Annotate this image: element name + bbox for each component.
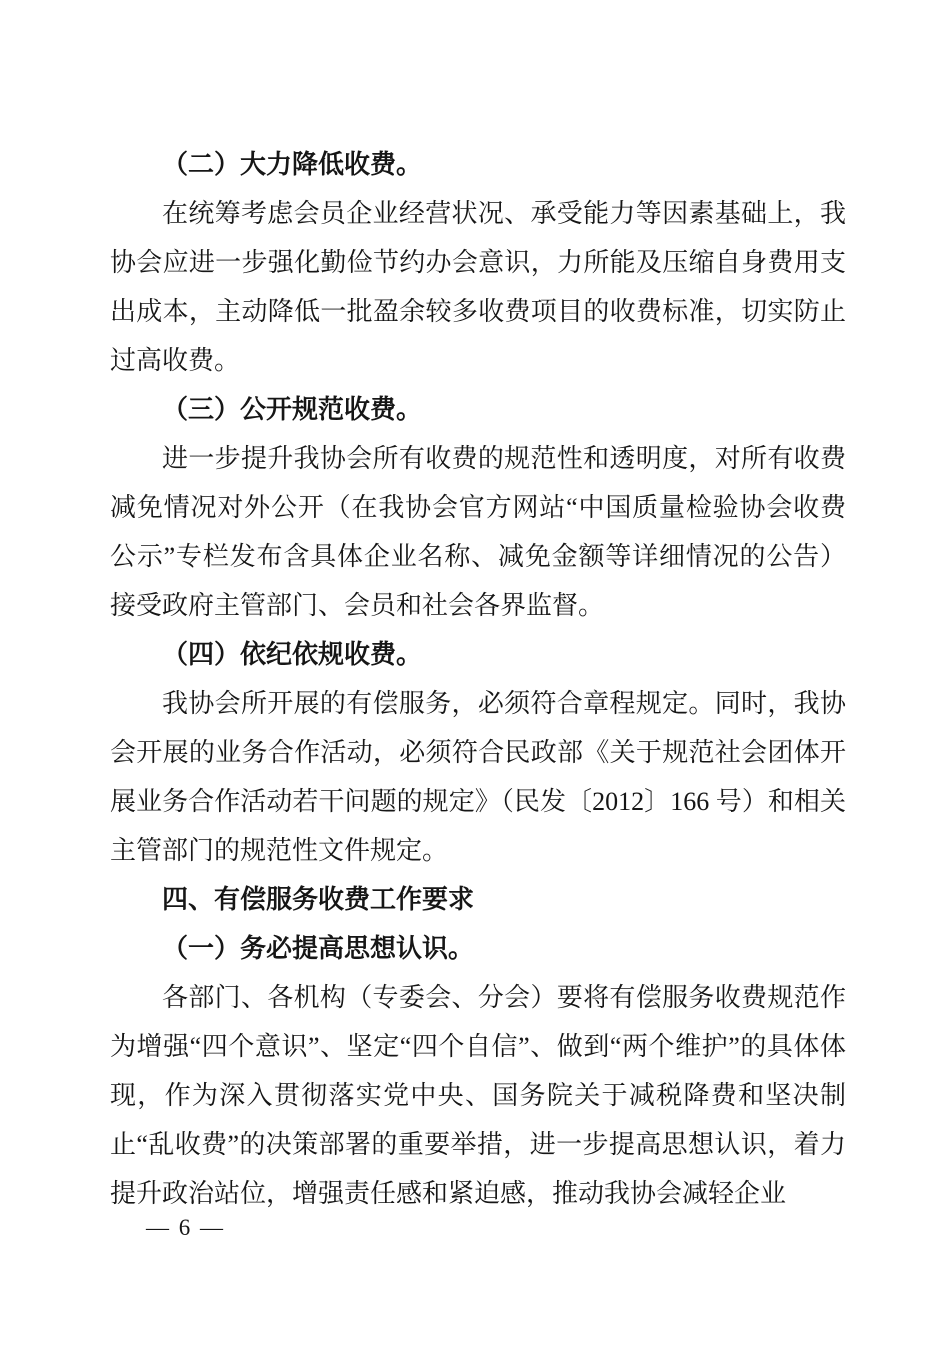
paragraph-fees-per-rules-body: 我协会所开展的有偿服务，必须符合章程规定。同时，我协会开展的业务合作活动，必须符合民政部《关于规范社会团体开展业务合作活动若干问题的规定》（民发〔2012〕166 号）和相关主管部门的规范性文件规定。 <box>110 689 846 865</box>
subheading-item-4-fees-per-rules: （四）依纪依规收费。 <box>162 640 423 669</box>
page-number: — 6 — <box>146 1215 225 1240</box>
section-heading-4-work-requirements: 四、有偿服务收费工作要求 <box>162 884 475 914</box>
paragraph-open-standard-fees-body: 进一步提升我协会所有收费的规范性和透明度，对所有收费减免情况对外公开（在我协会官方网站“中国质量检验协会收费公示”专栏发布含具体企业名称、减免金额等详细情况的公告）接受政府主管部门、会员和社会各界监督。 <box>110 444 846 620</box>
subheading-item-2-reduce-fees: （二）大力降低收费。 <box>162 150 423 179</box>
paragraph-reduce-fees-body: 在统筹考虑会员企业经营状况、承受能力等因素基础上，我协会应进一步强化勤俭节约办会意识，力所能及压缩自身费用支出成本，主动降低一批盈余较多收费项目的收费标准，切实防止过高收费。 <box>110 199 846 375</box>
paragraph-raise-awareness-body: 各部门、各机构（专委会、分会）要将有偿服务收费规范作为增强“四个意识”、坚定“四个自信”、做到“两个维护”的具体体现，作为深入贯彻落实党中央、国务院关于减税降费和坚决制止“乱收费”的决策部署的重要举措，进一步提高思想认识，着力提升政治站位，增强责任感和紧迫感，推动我协会减轻企业 <box>110 983 846 1208</box>
subheading-item-1-raise-awareness: （一）务必提高思想认识。 <box>162 934 475 963</box>
document-body <box>110 140 846 1218</box>
subheading-item-3-open-standard-fees: （三）公开规范收费。 <box>162 395 423 424</box>
